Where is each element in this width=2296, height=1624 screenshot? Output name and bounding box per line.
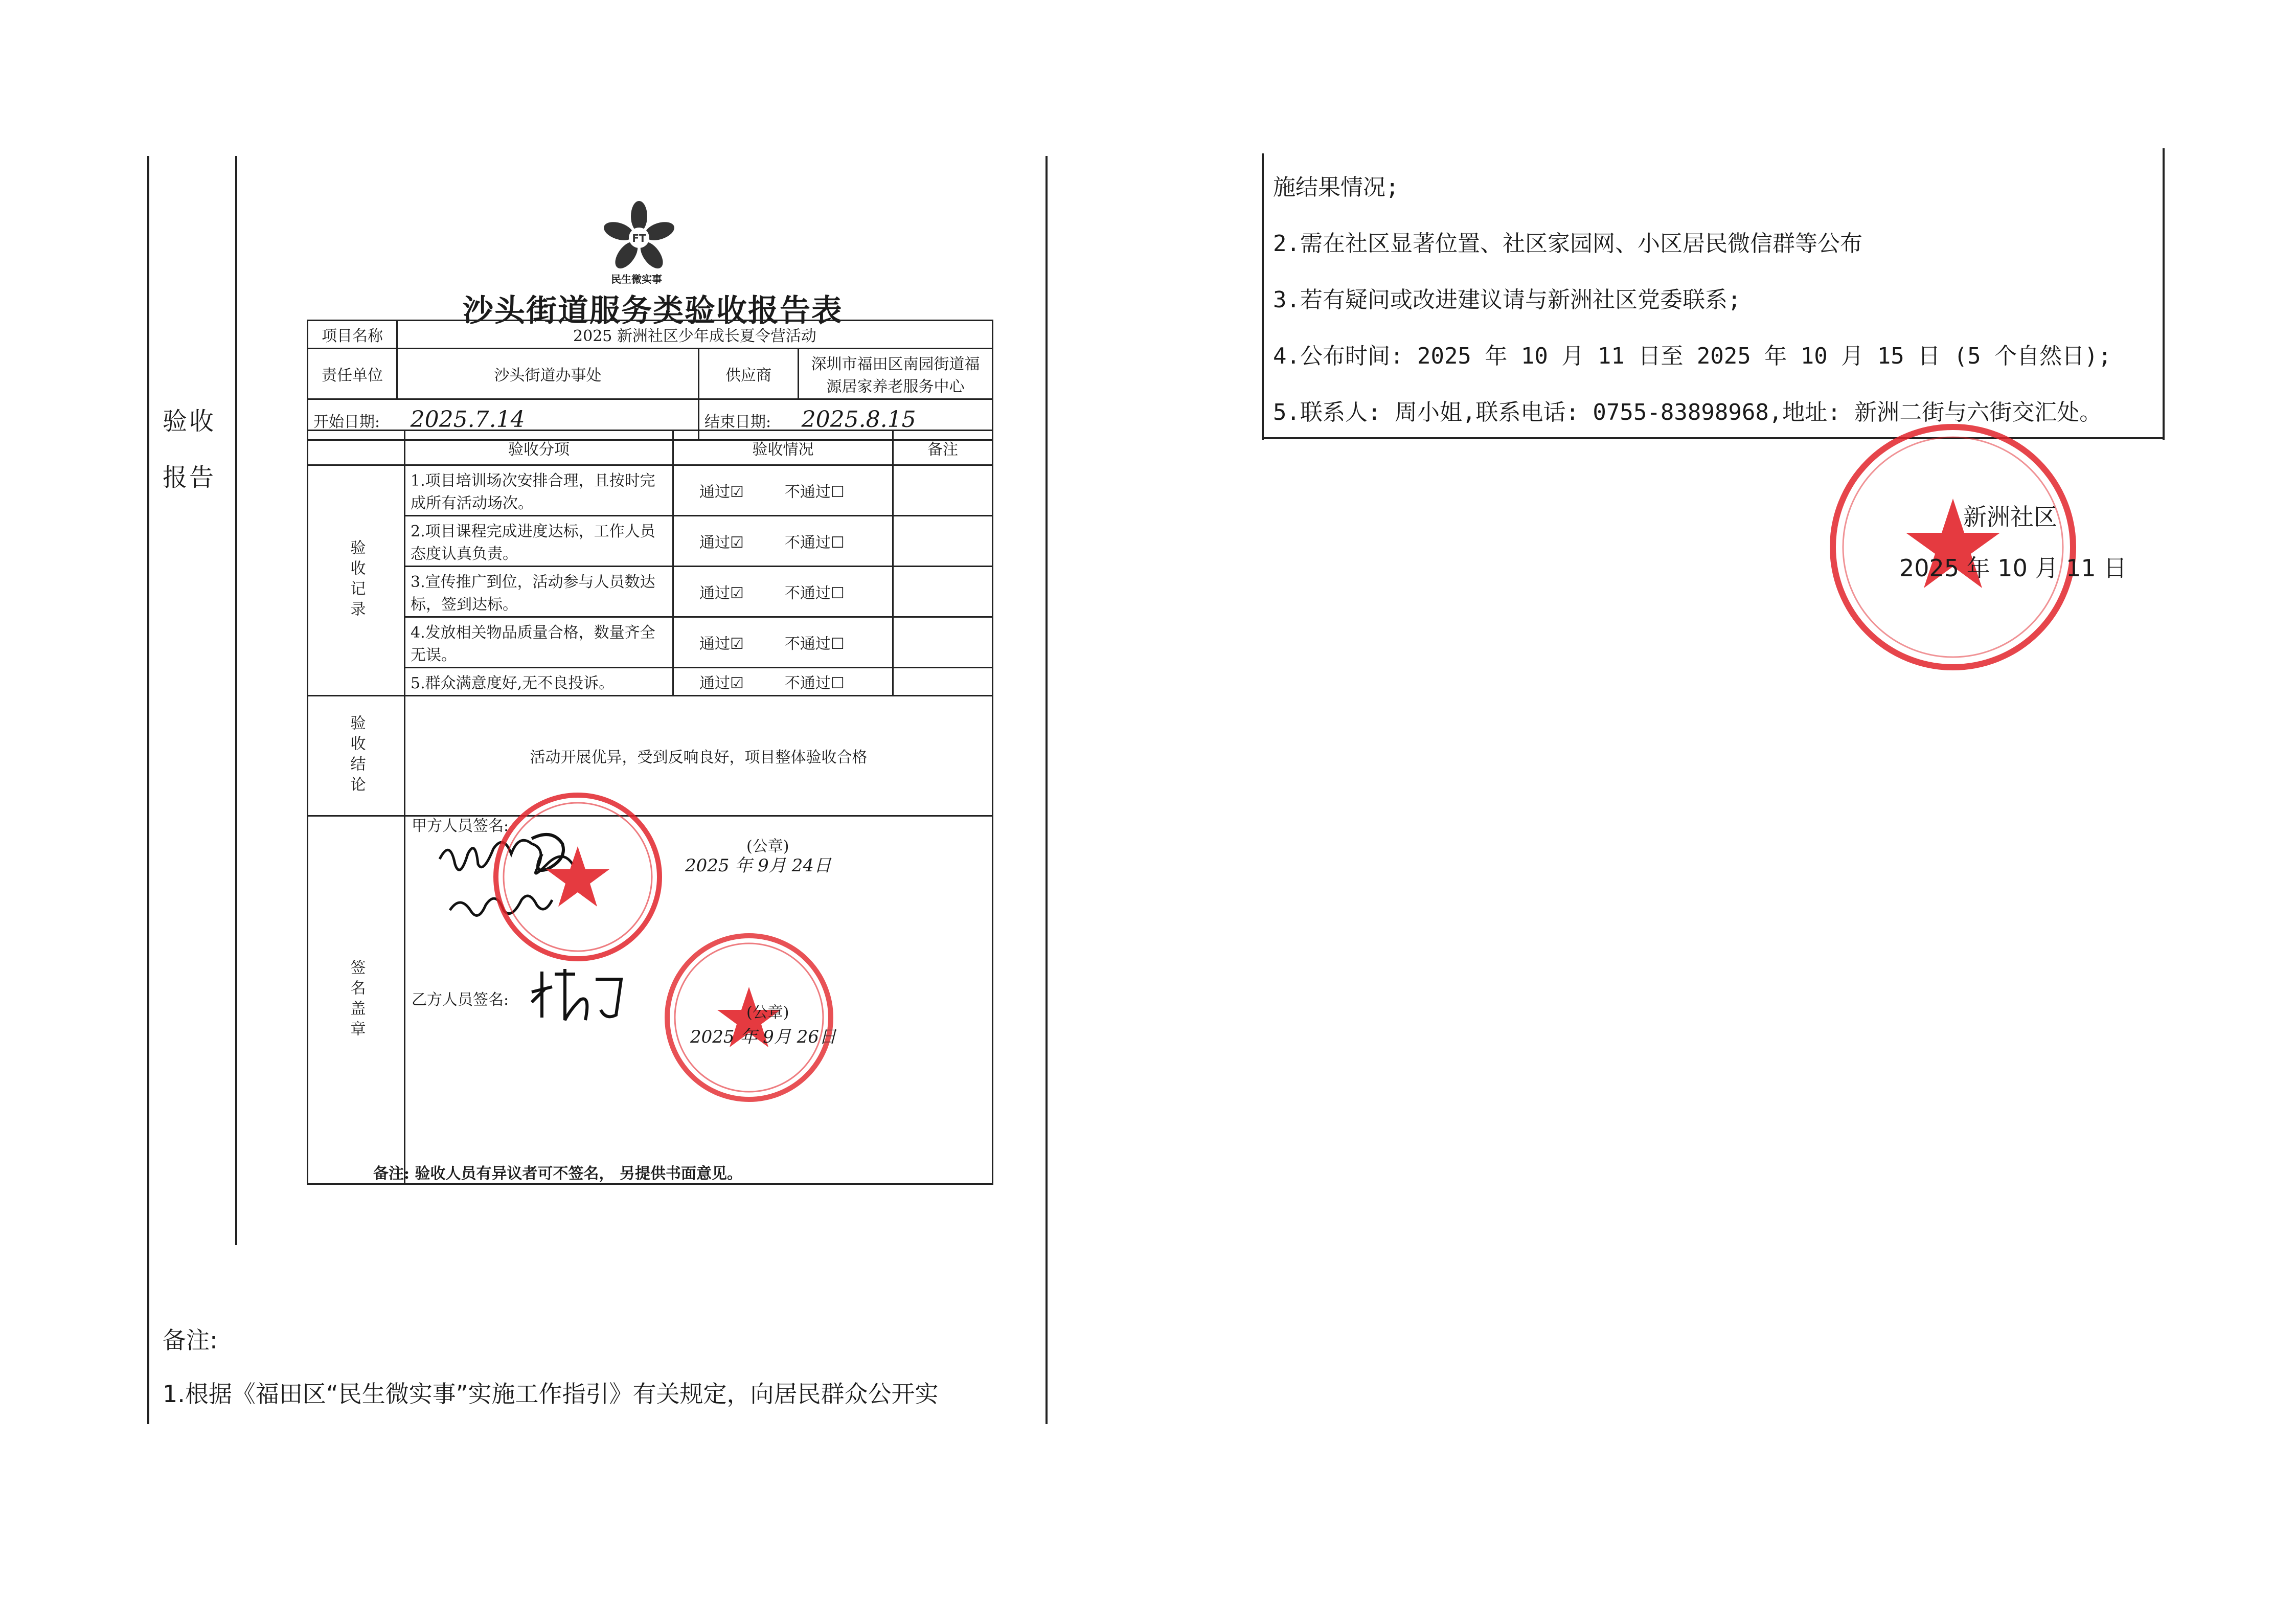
item-3-fail-checkbox[interactable]: 不通过☐ bbox=[784, 584, 845, 602]
party-a-seal-label: (公章) bbox=[746, 838, 789, 855]
item-1-status bbox=[673, 465, 893, 516]
note-item-1: 1.根据《福田区“民生微实事”实施工作指引》有关规定，向居民群众公开实 bbox=[163, 1380, 939, 1408]
end-date-label: 结束日期: bbox=[704, 413, 771, 431]
left-frame-right-border bbox=[1045, 156, 1048, 1424]
item-5-status bbox=[673, 668, 893, 696]
logo-caption: 民生微实事 bbox=[611, 273, 662, 285]
responsible-unit-label: 责任单位 bbox=[308, 349, 397, 399]
party-a-date: 2025 年 9月 24日 bbox=[685, 855, 831, 876]
party-a-label: 甲方人员签名: bbox=[412, 817, 509, 835]
item-4-remark bbox=[893, 617, 993, 668]
party-b-signature bbox=[527, 961, 649, 1028]
supplier-value: 深圳市福田区南园街道福源居家养老服务中心 bbox=[799, 349, 993, 399]
item-1-text: 1.项目培训场次安排合理，且按时完成所有活动场次。 bbox=[405, 465, 673, 516]
start-date-handwritten: 2025.7.14 bbox=[410, 407, 525, 433]
right-note-line-5: 5.联系人: 周小姐,联系电话: 0755-83898968,地址: 新洲二街与六街交汇处。 bbox=[1273, 399, 2102, 425]
item-5-text: 5.群众满意度好,无不良投诉。 bbox=[405, 668, 673, 696]
status-header: 验收情况 bbox=[673, 431, 893, 465]
community-stamp bbox=[1789, 419, 2117, 675]
right-note-line-3: 3.若有疑问或改进建议请与新洲社区党委联系; bbox=[1273, 287, 1741, 313]
record-label: 验收记录 bbox=[308, 465, 405, 696]
item-2-text: 2.项目课程完成进度达标，工作人员态度认真负责。 bbox=[405, 516, 673, 567]
item-1-fail-checkbox[interactable]: 不通过☐ bbox=[784, 483, 845, 501]
side-label-report: 报告 bbox=[163, 463, 216, 492]
item-4-status bbox=[673, 617, 893, 668]
form-header-table bbox=[307, 320, 993, 441]
item-2-fail-checkbox[interactable]: 不通过☐ bbox=[784, 534, 845, 552]
item-3-pass-checkbox[interactable]: 通过☑ bbox=[699, 584, 744, 602]
notes-heading: 备注: bbox=[163, 1326, 218, 1354]
left-frame-left-border bbox=[147, 156, 149, 1424]
sign-label: 签名盖章 bbox=[308, 816, 405, 1184]
remark-header: 备注 bbox=[893, 431, 993, 465]
project-name-value: 2025 新洲社区少年成长夏令营活动 bbox=[397, 321, 993, 349]
signoff-date: 2025 年 10 月 11 日 bbox=[1899, 554, 2127, 582]
party-b-date: 2025 年 9月 26日 bbox=[690, 1027, 836, 1047]
item-5-fail-checkbox[interactable]: 不通过☐ bbox=[784, 674, 845, 692]
item-2-status bbox=[673, 516, 893, 567]
supplier-label: 供应商 bbox=[699, 349, 799, 399]
right-note-line-4: 4.公布时间: 2025 年 10 月 11 日至 2025 年 10 月 15 日 (5 个自然日); bbox=[1273, 343, 2112, 369]
side-label-acceptance: 验收 bbox=[163, 407, 216, 436]
logo-star-icon bbox=[601, 197, 677, 274]
item-2-remark bbox=[893, 516, 993, 567]
item-5-remark bbox=[893, 668, 993, 696]
right-note-line-0: 施结果情况; bbox=[1273, 174, 1399, 200]
item-3-status bbox=[673, 567, 893, 617]
party-a-stamp-star-icon bbox=[546, 846, 609, 907]
item-5-pass-checkbox[interactable]: 通过☑ bbox=[699, 674, 744, 692]
item-1-remark bbox=[893, 465, 993, 516]
party-b-label: 乙方人员签名: bbox=[412, 991, 509, 1009]
item-1-pass-checkbox[interactable]: 通过☑ bbox=[699, 483, 744, 501]
item-4-text: 4.发放相关物品质量合格，数量齐全无误。 bbox=[405, 617, 673, 668]
start-date-label: 开始日期: bbox=[313, 413, 380, 431]
items-header: 验收分项 bbox=[405, 431, 673, 465]
end-date-handwritten: 2025.8.15 bbox=[801, 407, 916, 433]
item-3-text: 3.宣传推广到位，活动参与人员数达标，签到达标。 bbox=[405, 567, 673, 617]
party-a-stamp bbox=[491, 790, 665, 964]
form-footer-note: 备注: 验收人员有异议者可不签名， 另提供书面意见。 bbox=[373, 1165, 742, 1183]
conclusion-text: 活动开展优异，受到反响良好，项目整体验收合格 bbox=[405, 696, 993, 816]
responsible-unit-value: 沙头街道办事处 bbox=[397, 349, 699, 399]
right-frame-right-border bbox=[2163, 148, 2165, 440]
left-frame-inner-divider bbox=[235, 156, 237, 1245]
minsheng-logo bbox=[601, 197, 677, 274]
right-frame-left-border bbox=[1262, 153, 1264, 440]
right-note-line-2: 2.需在社区显著位置、社区家园网、小区居民微信群等公布 bbox=[1273, 231, 1862, 257]
item-3-remark bbox=[893, 567, 993, 617]
signoff-organization: 新洲社区 bbox=[1963, 503, 2057, 531]
conclusion-label: 验收结论 bbox=[308, 696, 405, 816]
project-name-label: 项目名称 bbox=[308, 321, 397, 349]
svg-text:FT: FT bbox=[632, 232, 646, 244]
item-4-pass-checkbox[interactable]: 通过☑ bbox=[699, 635, 744, 653]
item-4-fail-checkbox[interactable]: 不通过☐ bbox=[784, 635, 845, 653]
item-2-pass-checkbox[interactable]: 通过☑ bbox=[699, 534, 744, 552]
form-title: 沙头街道服务类验收报告表 bbox=[463, 293, 843, 329]
party-b-seal-label: (公章) bbox=[746, 1004, 789, 1022]
